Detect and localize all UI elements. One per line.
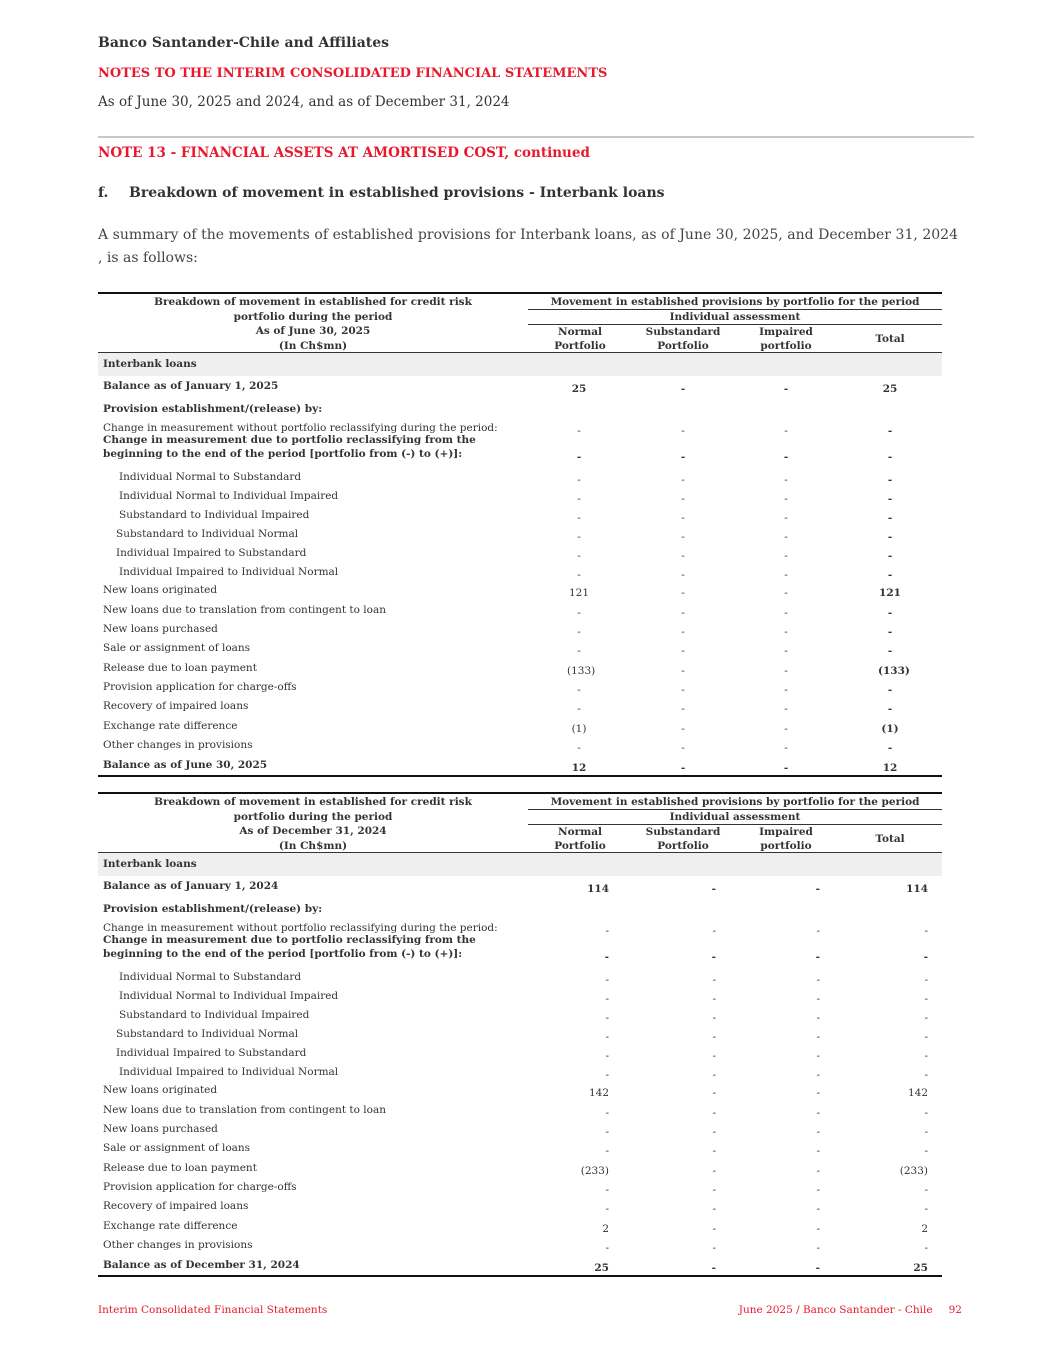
movement-header: Movement in established provisions by portfolio for the period: [550, 296, 920, 308]
row-value: -: [712, 1087, 716, 1099]
row-label: Individual Impaired to Individual Normal: [119, 1065, 339, 1078]
provisions-table-2024: [98, 792, 942, 1278]
row-label: Individual Normal to Substandard: [119, 470, 302, 483]
row-value: -: [681, 474, 685, 486]
row-label: New loans originated: [103, 583, 218, 596]
row-value: -: [784, 723, 788, 735]
row-label: Other changes in provisions: [103, 1238, 253, 1251]
table-row: [98, 933, 942, 963]
row-value: -: [712, 1223, 716, 1235]
row-value: -: [681, 607, 685, 619]
row-value: -: [681, 742, 685, 754]
row-value: -: [712, 1126, 716, 1138]
row-label: Change in measurement due to portfolio reclassifying from the beginning to the end of the period [portfolio from (-) to (+)]:: [103, 934, 476, 960]
row-value: -: [712, 1069, 716, 1081]
row-value: -: [816, 1242, 820, 1254]
table-row: [98, 399, 942, 418]
row-value: -: [784, 607, 788, 619]
table-title: [98, 795, 528, 853]
row-value: 25: [882, 383, 898, 395]
row-label: Substandard to Individual Impaired: [119, 508, 310, 521]
row-value: 114: [906, 883, 928, 895]
col-normal-portfolio: [528, 325, 632, 353]
row-label: Exchange rate difference: [103, 719, 238, 732]
row-value: -: [605, 1126, 609, 1138]
row-value: -: [887, 607, 893, 619]
row-value: -: [681, 531, 685, 543]
row-value: -: [924, 925, 928, 937]
table-row: [98, 1196, 942, 1215]
row-value: -: [924, 993, 928, 1005]
row-value: -: [711, 883, 716, 895]
row-value: -: [577, 607, 581, 619]
row-value: -: [681, 665, 685, 677]
row-value: -: [887, 645, 893, 657]
table-row: [98, 505, 942, 524]
row-label: Individual Normal to Substandard: [119, 970, 302, 983]
row-label: Exchange rate difference: [103, 1219, 238, 1232]
table-row: [98, 543, 942, 562]
table-row: [98, 1216, 942, 1235]
table-row: [98, 899, 942, 918]
col-substandard-portfolio: [632, 825, 734, 853]
col-substandard-portfolio-line-1: Substandard: [645, 826, 721, 838]
row-value: -: [784, 742, 788, 754]
row-value: -: [924, 1145, 928, 1157]
row-value: (1): [881, 723, 899, 735]
row-value: -: [816, 1087, 820, 1099]
table-title-line-1: Breakdown of movement in established for credit risk: [154, 296, 472, 308]
row-value: -: [887, 703, 893, 715]
row-value: -: [924, 1050, 928, 1062]
row-label: Provision establishment/(release) by:: [103, 902, 323, 915]
row-value: 121: [568, 587, 590, 599]
row-value: -: [605, 1012, 609, 1024]
row-value: -: [816, 1203, 820, 1215]
row-value: -: [784, 550, 788, 562]
table-top-rule: [98, 292, 942, 294]
row-value: -: [887, 531, 893, 543]
row-value: -: [605, 1069, 609, 1081]
row-label: Sale or assignment of loans: [103, 1141, 251, 1154]
row-value: -: [577, 474, 581, 486]
row-value: 121: [879, 587, 901, 599]
row-value: -: [784, 684, 788, 696]
row-value: -: [887, 569, 893, 581]
row-value: -: [784, 665, 788, 677]
col-substandard-portfolio-line-2: Portfolio: [657, 840, 709, 852]
row-label: New loans due to translation from contingent to loan: [103, 1103, 386, 1116]
row-value: -: [711, 951, 716, 963]
row-value: -: [784, 587, 788, 599]
table-row: [98, 1005, 942, 1024]
row-label: Individual Impaired to Individual Normal: [119, 565, 339, 578]
closing-balance-row: [98, 1255, 942, 1274]
row-value: -: [815, 883, 820, 895]
row-value: -: [712, 1184, 716, 1196]
row-value: -: [887, 474, 893, 486]
row-value: 142: [588, 1087, 609, 1099]
individual-assessment-header: Individual assessment: [669, 311, 801, 323]
row-value: -: [784, 493, 788, 505]
col-total: Total: [875, 833, 905, 845]
row-value: -: [924, 1031, 928, 1043]
row-value: 25: [913, 1262, 928, 1274]
row-value: -: [712, 1012, 716, 1024]
row-value: (133): [567, 665, 596, 677]
footer-right-text: June 2025 / Banco Santander - Chile: [738, 1304, 933, 1316]
row-value: (233): [580, 1165, 609, 1177]
row-value: -: [605, 1184, 609, 1196]
col-normal-portfolio-line-1: Normal: [557, 326, 603, 338]
row-label: Recovery of impaired loans: [103, 1199, 249, 1212]
row-label: Provision application for charge-offs: [103, 680, 297, 693]
row-value: -: [887, 493, 893, 505]
row-value: -: [712, 1031, 716, 1043]
table-row: [98, 658, 942, 677]
col-normal-portfolio-line-2: Portfolio: [554, 340, 606, 352]
row-value: -: [577, 684, 581, 696]
table-row: [98, 1100, 942, 1119]
table-title-line-1: Breakdown of movement in established for credit risk: [154, 796, 472, 808]
row-value: -: [681, 512, 685, 524]
note-title: NOTE 13 - FINANCIAL ASSETS AT AMORTISED COST, continued: [98, 145, 590, 161]
row-value: -: [605, 1242, 609, 1254]
row-label: Change in measurement without portfolio reclassifying during the period:: [103, 921, 498, 934]
subsection-text: Breakdown of movement in established provisions - Interbank loans: [129, 185, 665, 201]
table-title-line-2: portfolio during the period: [233, 310, 393, 323]
row-value: -: [605, 974, 609, 986]
provisions-table-2025: [98, 292, 942, 778]
table-as-of: As of June 30, 2025: [255, 325, 371, 337]
row-label: New loans due to translation from contingent to loan: [103, 603, 386, 616]
col-impaired-portfolio-line-2: portfolio: [760, 840, 812, 852]
row-label: Other changes in provisions: [103, 738, 253, 751]
row-label: Individual Normal to Individual Impaired: [119, 489, 339, 502]
table-title: [98, 295, 528, 353]
table-bottom-rule: [98, 775, 942, 777]
table-row: [98, 619, 942, 638]
row-value: -: [680, 762, 686, 774]
row-value: -: [887, 684, 893, 696]
row-value: -: [576, 451, 582, 463]
row-value: -: [816, 1050, 820, 1062]
row-label: Substandard to Individual Normal: [116, 527, 299, 540]
header-divider: [98, 136, 974, 138]
row-value: -: [815, 951, 820, 963]
row-value: -: [712, 1242, 716, 1254]
table-units: (In Ch$mn): [278, 839, 348, 852]
table-row: [98, 1235, 942, 1254]
col-normal-portfolio-line-2: Portfolio: [554, 840, 606, 852]
row-value: 2: [602, 1223, 609, 1235]
row-label: Provision establishment/(release) by:: [103, 402, 323, 415]
row-value: -: [783, 451, 789, 463]
row-value: -: [712, 974, 716, 986]
table-top-rule: [98, 792, 942, 794]
row-value: -: [784, 531, 788, 543]
row-value: -: [887, 512, 893, 524]
row-value: -: [681, 425, 685, 437]
col-impaired-portfolio: [734, 825, 838, 853]
row-value: -: [605, 1145, 609, 1157]
table-as-of: As of December 31, 2024: [239, 825, 387, 837]
table-row: [98, 1062, 942, 1081]
row-label: Provision application for charge-offs: [103, 1180, 297, 1193]
row-label: Substandard to Individual Impaired: [119, 1008, 310, 1021]
table-bottom-rule: [98, 1275, 942, 1277]
row-value: -: [681, 493, 685, 505]
row-value: -: [816, 1012, 820, 1024]
row-value: -: [712, 1050, 716, 1062]
row-value: -: [784, 703, 788, 715]
row-label: Balance as of June 30, 2025: [103, 758, 268, 771]
row-value: -: [784, 474, 788, 486]
row-value: -: [681, 626, 685, 638]
row-value: -: [784, 425, 788, 437]
row-value: -: [887, 425, 893, 437]
row-value: 25: [571, 383, 587, 395]
table-row: [98, 716, 942, 735]
row-value: -: [816, 1145, 820, 1157]
table-row: [98, 1138, 942, 1157]
row-label: Balance as of January 1, 2024: [103, 879, 279, 892]
table-units: (In Ch$mn): [278, 339, 348, 352]
table-row: [98, 562, 942, 581]
row-label: Release due to loan payment: [103, 661, 257, 674]
row-value: -: [712, 1145, 716, 1157]
table-row: [98, 696, 942, 715]
row-value: -: [924, 1012, 928, 1024]
table-row: [98, 524, 942, 543]
row-value: -: [783, 383, 789, 395]
row-value: -: [924, 974, 928, 986]
section-label: Interbank loans: [103, 358, 197, 370]
row-value: -: [816, 993, 820, 1005]
row-value: (233): [899, 1165, 928, 1177]
row-value: -: [816, 1165, 820, 1177]
subsection-title: [98, 185, 665, 201]
footer-left: Interim Consolidated Financial Statements: [98, 1304, 328, 1316]
row-value: -: [605, 993, 609, 1005]
row-value: -: [924, 1126, 928, 1138]
table-row: [98, 580, 942, 599]
row-value: -: [681, 723, 685, 735]
table-title-line-2: portfolio during the period: [233, 810, 393, 823]
row-value: -: [784, 512, 788, 524]
table-row: [98, 1119, 942, 1138]
row-label: New loans purchased: [103, 1122, 218, 1135]
row-value: 12: [882, 762, 898, 774]
row-value: -: [605, 925, 609, 937]
as-of-date: As of June 30, 2025 and 2024, and as of December 31, 2024: [98, 94, 510, 110]
row-label: Balance as of December 31, 2024: [103, 1258, 300, 1271]
row-value: -: [783, 762, 789, 774]
row-value: -: [816, 1031, 820, 1043]
row-label: Recovery of impaired loans: [103, 699, 249, 712]
section-label: Interbank loans: [103, 858, 197, 870]
row-value: -: [681, 645, 685, 657]
row-label: Individual Impaired to Substandard: [116, 546, 307, 559]
row-label: Individual Normal to Individual Impaired: [119, 989, 339, 1002]
row-value: 25: [594, 1262, 609, 1274]
closing-balance-row: [98, 755, 942, 774]
table-row: [98, 1158, 942, 1177]
col-total: Total: [875, 333, 905, 345]
row-value: -: [712, 925, 716, 937]
row-value: 12: [571, 762, 587, 774]
table-row: [98, 876, 942, 895]
row-value: -: [711, 1262, 716, 1274]
row-value: -: [712, 993, 716, 1005]
table-row: [98, 735, 942, 754]
row-value: -: [816, 1223, 820, 1235]
row-label: Balance as of January 1, 2025: [103, 379, 279, 392]
table-row: [98, 677, 942, 696]
col-substandard-portfolio-line-1: Substandard: [645, 326, 721, 338]
row-value: -: [681, 703, 685, 715]
row-value: -: [577, 645, 581, 657]
row-value: -: [924, 1184, 928, 1196]
table-row: [98, 467, 942, 486]
row-label: Change in measurement without portfolio reclassifying during the period:: [103, 421, 498, 434]
table-row: [98, 638, 942, 657]
row-value: -: [887, 742, 893, 754]
col-substandard-portfolio: [632, 325, 734, 353]
col-impaired-portfolio-line-2: portfolio: [760, 340, 812, 352]
row-value: -: [712, 1203, 716, 1215]
subsection-letter: f.: [98, 185, 109, 201]
row-value: -: [680, 383, 686, 395]
row-value: -: [712, 1165, 716, 1177]
row-value: -: [815, 1262, 820, 1274]
table-row: [98, 433, 942, 463]
row-label: Substandard to Individual Normal: [116, 1027, 299, 1040]
row-value: -: [887, 626, 893, 638]
row-value: -: [887, 451, 893, 463]
row-value: -: [605, 1050, 609, 1062]
individual-assessment-header: Individual assessment: [669, 811, 801, 823]
table-row: [98, 600, 942, 619]
row-value: -: [816, 1126, 820, 1138]
table-row: [98, 986, 942, 1005]
row-value: -: [577, 703, 581, 715]
row-value: -: [577, 550, 581, 562]
row-value: -: [887, 550, 893, 562]
row-value: 142: [907, 1087, 928, 1099]
table-row: [98, 1024, 942, 1043]
row-value: -: [681, 587, 685, 599]
row-value: -: [681, 684, 685, 696]
row-value: 2: [921, 1223, 928, 1235]
row-value: -: [577, 531, 581, 543]
row-value: -: [680, 451, 686, 463]
row-label: Sale or assignment of loans: [103, 641, 251, 654]
row-value: (133): [878, 665, 910, 677]
row-value: -: [816, 974, 820, 986]
col-normal-portfolio-line-1: Normal: [557, 826, 603, 838]
col-substandard-portfolio-line-2: Portfolio: [657, 340, 709, 352]
table-row: [98, 1080, 942, 1099]
page-number: 92: [948, 1304, 962, 1316]
row-value: -: [923, 951, 928, 963]
row-value: -: [784, 569, 788, 581]
intro-paragraph: A summary of the movements of established provisions for Interbank loans, as of June 30, 2025, and December 31, 2024 , is as follows:: [98, 227, 958, 266]
row-label: New loans purchased: [103, 622, 218, 635]
row-value: -: [924, 1203, 928, 1215]
row-value: -: [681, 550, 685, 562]
section-header: [98, 353, 942, 376]
row-value: -: [605, 1203, 609, 1215]
row-label: Release due to loan payment: [103, 1161, 257, 1174]
col-normal-portfolio: [528, 825, 632, 853]
movement-header: Movement in established provisions by portfolio for the period: [550, 796, 920, 808]
row-value: -: [605, 1107, 609, 1119]
table-row: [98, 1043, 942, 1062]
row-value: 114: [587, 883, 609, 895]
row-value: -: [577, 626, 581, 638]
col-impaired-portfolio-line-1: Impaired: [759, 326, 813, 338]
table-row: [98, 486, 942, 505]
row-value: -: [712, 1107, 716, 1119]
row-value: -: [924, 1069, 928, 1081]
row-value: -: [577, 569, 581, 581]
table-row: [98, 1177, 942, 1196]
row-value: -: [784, 626, 788, 638]
row-value: -: [924, 1242, 928, 1254]
section-header: [98, 853, 942, 876]
row-value: -: [605, 1031, 609, 1043]
row-value: -: [577, 512, 581, 524]
notes-title: NOTES TO THE INTERIM CONSOLIDATED FINANCIAL STATEMENTS: [98, 66, 608, 81]
company-name: Banco Santander-Chile and Affiliates: [98, 35, 390, 51]
row-value: -: [816, 1107, 820, 1119]
footer-right: [739, 1304, 962, 1316]
row-value: -: [577, 493, 581, 505]
col-impaired-portfolio: [734, 325, 838, 353]
row-label: Change in measurement due to portfolio reclassifying from the beginning to the end of the period [portfolio from (-) to (+)]:: [103, 434, 476, 460]
col-impaired-portfolio-line-1: Impaired: [759, 826, 813, 838]
row-label: Individual Impaired to Substandard: [116, 1046, 307, 1059]
row-value: -: [577, 425, 581, 437]
row-value: -: [816, 925, 820, 937]
row-value: -: [816, 1069, 820, 1081]
row-label: New loans originated: [103, 1083, 218, 1096]
table-row: [98, 967, 942, 986]
row-value: -: [681, 569, 685, 581]
row-value: (1): [571, 723, 587, 735]
row-value: -: [784, 645, 788, 657]
row-value: -: [577, 742, 581, 754]
table-row: [98, 376, 942, 395]
row-value: -: [816, 1184, 820, 1196]
row-value: -: [924, 1107, 928, 1119]
row-value: -: [604, 951, 609, 963]
